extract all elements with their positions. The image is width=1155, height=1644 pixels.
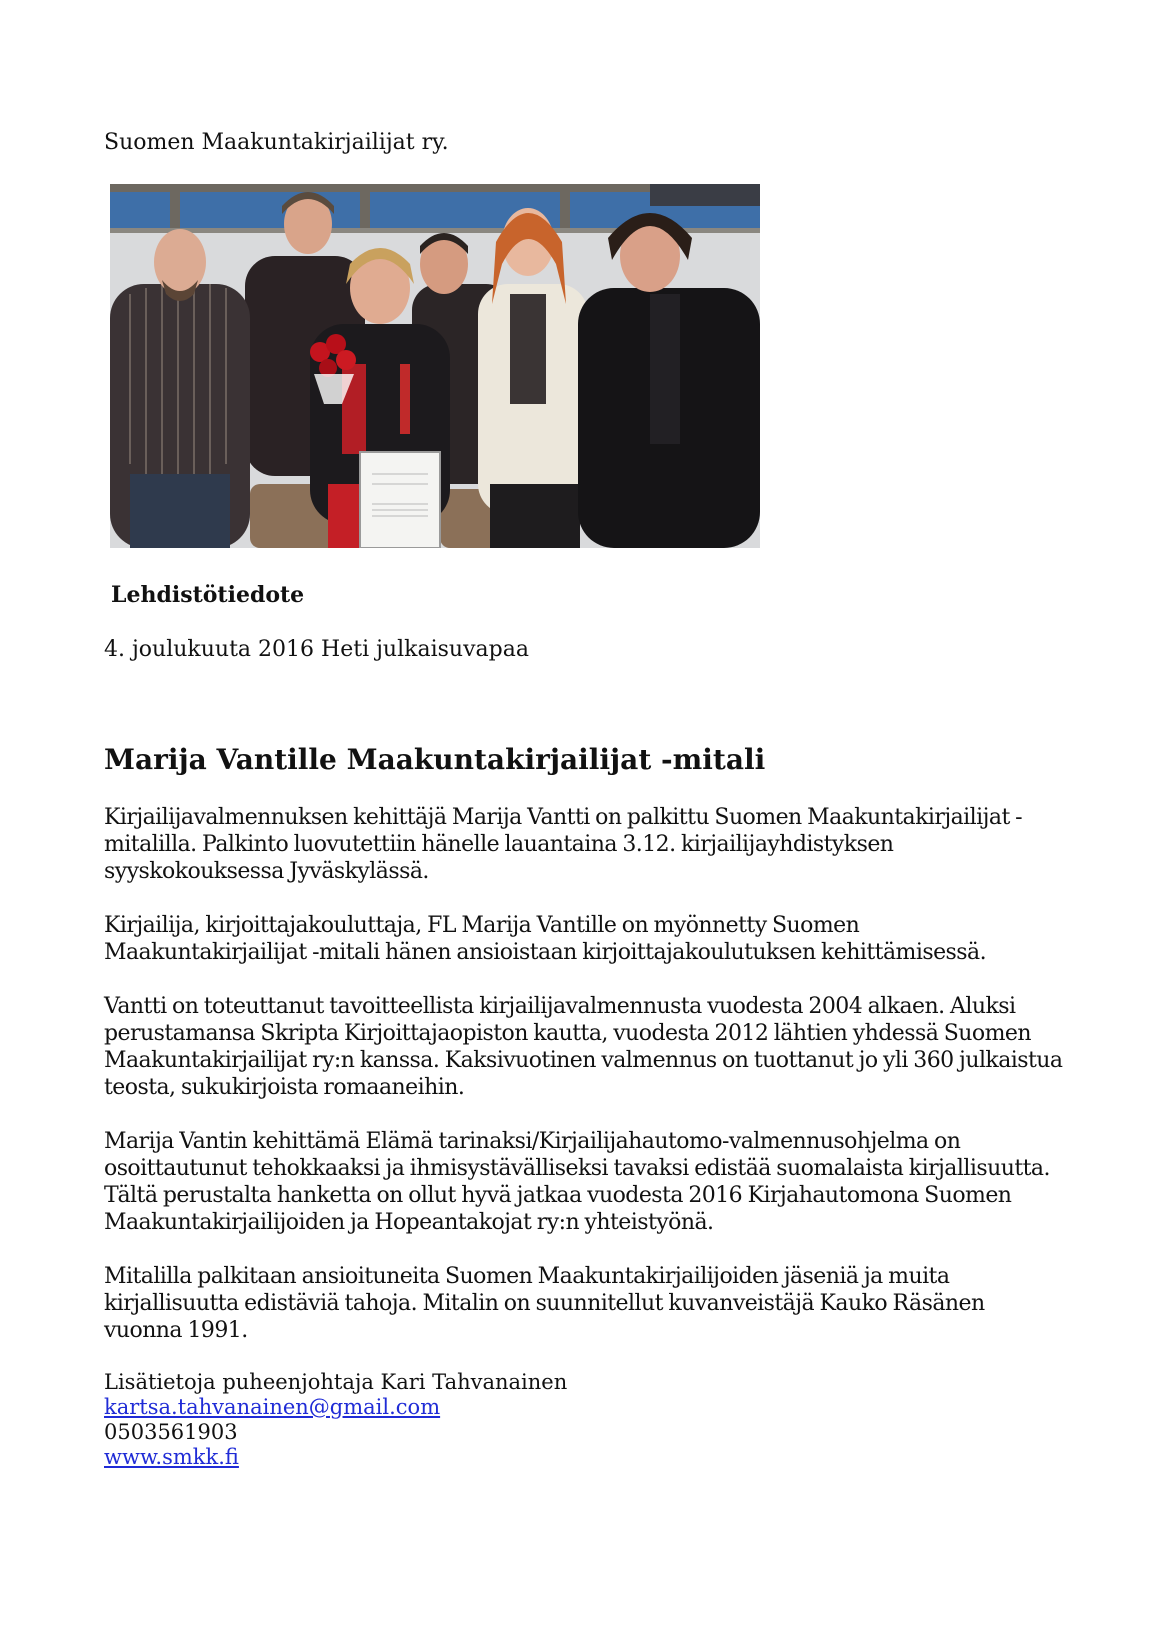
email-link[interactable]: kartsa.tahvanainen@gmail.com [104,1395,441,1419]
headline: Marija Vantille Maakuntakirjailijat -mitali [104,743,766,776]
paragraph: Kirjailija, kirjoittajakouluttaja, FL Marija Vantille on myönnetty Suomen Maakuntakirjailijat -mitali hänen ansioistaan kirjoittajakoulutuksen kehittämisessä. [104,913,987,965]
press-release-label: Lehdistötiedote [111,582,305,608]
paragraph: Vantti on toteuttanut tavoitteellista kirjailijavalmennusta vuodesta 2004 alkaen. Aluksi perustamansa Skripta Kirjoittajaopiston kautta, vuodesta 2012 lähtien yhdessä Suomen Maakuntakirjailijat ry:n kanssa. Kaksivuotinen valmennus on tuottanut jo yli 360 julkaistua teosta, sukukirjoista romaaneihin. [104,994,1063,1100]
contact-info [104,1370,567,1470]
article-body [104,804,1064,1371]
paragraph: Kirjailijavalmennuksen kehittäjä Marija Vantti on palkittu Suomen Maakuntakirjailijat -mitalilla. Palkinto luovutettiin hänelle lauantaina 3.12. kirjailijayhdistyksen syyskokouksessa Jyväskylässä. [104,805,1023,884]
phone-number: 0503561903 [104,1420,238,1444]
organization-name: Suomen Maakuntakirjailijat ry. [104,130,449,155]
website-link[interactable]: www.smkk.fi [104,1445,239,1469]
group-photo [110,184,760,548]
contact-label: Lisätietoja puheenjohtaja Kari Tahvanainen [104,1370,568,1394]
paragraph: Marija Vantin kehittämä Elämä tarinaksi/Kirjailijahautomo-valmennusohjelma on osoittautunut tehokkaaksi ja ihmisystävälliseksi tavaksi edistää suomalaista kirjallisuutta. Tältä perustalta hanketta on ollut hyvä jatkaa vuodesta 2016 Kirjahautomona Suomen Maakuntakirjailijoiden ja Hopeantakojat ry:n yhteistyönä. [104,1129,1050,1235]
paragraph: Mitalilla palkitaan ansioituneita Suomen Maakuntakirjailijoiden jäseniä ja muita kirjallisuutta edistäviä tahoja. Mitalin on suunnitellut kuvanveistäjä Kauko Räsänen vuonna 1991. [104,1264,985,1343]
dateline: 4. joulukuuta 2016 Heti julkaisuvapaa [104,637,529,662]
